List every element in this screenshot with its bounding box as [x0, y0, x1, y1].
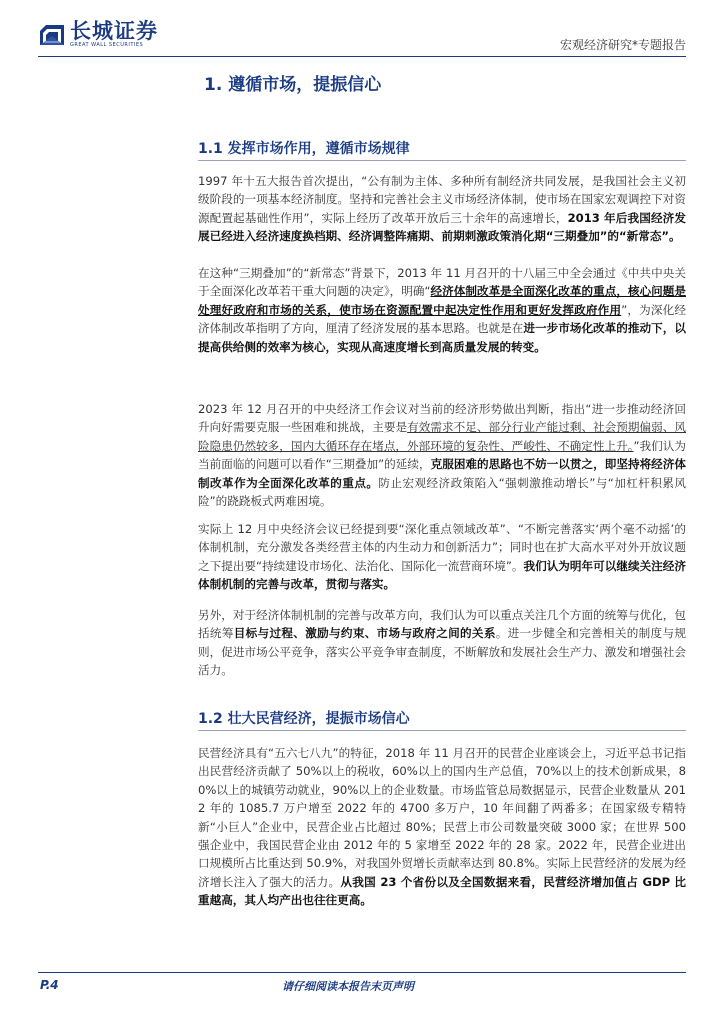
subsection-title-1-2: 1.2 壮大民营经济，提振市场信心 [198, 711, 410, 727]
paragraph-text: 。进一步健全和完善相关的制度与规则，促进市场公平竞争，落实公平竞争审查制度，不断解放和发展社会生产力、激发和增强社会活力。 [198, 626, 686, 678]
logo-wordmark: 长城证券 [70, 18, 158, 43]
paragraph-emphasis: 克服困难的思路也不妨一以贯之，即坚持将经济体制改革作为全面深化改革的重点。 [198, 457, 686, 490]
paragraph-emphasis: 进一步市场化改革的推动下，以提高供给侧的效率为核心，实现从高速度增长到高质量发展的转变。 [198, 321, 686, 354]
paragraph-text: 2023 年 12 月召开的中央经济工作会议对当前的经济形势做出判断，指出“进一步推动经济回升向好需要克服一些困难和挑战，主要是 [198, 402, 686, 435]
page-number: P.4 [40, 978, 59, 992]
paragraph-emphasis: 2013 年后我国经济发展已经进入经济速度换档期、经济调整阵痛期、前期刺激政策消化期“三期叠加”的“新常态”。 [198, 210, 686, 244]
paragraph-6 [198, 744, 686, 910]
paragraph-text: 实际上 12 月中央经济会议已经提到要“深化重点领域改革”、“不断完善落实‘两个毫不动摇’的体制机制，充分激发各类经营主体的内生动力和创新活力”；同时也在扩大高水平对外开放议题之下提出要“持续建设市场化、法治化、国际化一流营商环境”。 [198, 522, 686, 573]
paragraph-text: 防止宏观经济政策陷入“强刺激推动增长”与“加杠杆积累风险”的跷跷板式两难困境。 [198, 475, 686, 509]
paragraph-emphasis: 从我国 23 个省份以及全国数据来看，民营经济增加值占 GDP 比重越高，其人均产出也往往更高。 [198, 874, 686, 908]
paragraph-emphasis: 我们认为明年可以继续关注经济体制机制的完善与改革，贯彻与落实。 [198, 558, 686, 592]
paragraph-2 [198, 264, 686, 356]
paragraph-text: 另外，对于经济体制机制的完善与改革方向，我们认为可以重点关注几个方面的统筹与优化，包括统筹 [198, 608, 686, 641]
footer-divider [38, 972, 686, 973]
subsection-divider [198, 160, 686, 161]
section-title: 1. 遵循市场，提振信心 [204, 75, 382, 95]
brand-logo [38, 20, 158, 49]
page-header [38, 14, 686, 62]
paragraph-text: ”我们认为当前面临的问题可以看作“三期叠加”的延续， [198, 438, 686, 472]
paragraph-1 [198, 172, 686, 246]
paragraph-text: 民营经济具有“五六七八九”的特征，2018 年 11 月召开的民营企业座谈会上，习近平总书记指出民营经济贡献了 50%以上的税收，60%以上的国内生产总值，70%以上的技术创新成果，80%以上的城镇劳动就业，90%以上的企业数量。市场监管总局数据显示，民营企业数量从 2012 年的 1085.7 万户增至 2022 年的 4700 多万户，10 年间翻了两番多；在国家级专精特新“小巨人”企业中，民营企业占比超过 80%；民营上市公司数量突破 3000 家；在世界 500 强企业中，我国民营企业由 2012 年的 5 家增至 2022 年的 28 家。2022 年，民营企业进出口规模所占比重达到 50.9%，对我国外贸增长贡献率达到 80.8%。实际上民营经济的发展为经济增长注入了强大的活力。 [198, 746, 686, 889]
paragraph-5 [198, 606, 686, 680]
logo-subtitle: GREAT WALL SECURITIES [70, 42, 144, 48]
paragraph-emphasis-underlined: 经济体制改革是全面深化改革的重点，核心问题是处理好政府和市场的关系，使市场在资源配置中起决定性作用和更好发挥政府作用 [198, 284, 686, 317]
subsection-title-1-1: 1.1 发挥市场作用，遵循市场规律 [198, 141, 410, 157]
disclaimer-note: 请仔细阅读本报告末页声明 [282, 980, 414, 993]
subsection-divider [198, 730, 686, 731]
paragraph-underlined: 有效需求不足、部分行业产能过剩、社会预期偏弱、风险隐患仍然较多，国内大循环存在堵点，外部环境的复杂性、严峻性、不确定性上升。 [198, 420, 686, 453]
great-wall-logo-icon [38, 23, 66, 47]
paragraph-text: 1997 年十五大报告首次提出，“公有制为主体、多种所有制经济共同发展，是我国社会主义初级阶段的一项基本经济制度。坚持和完善社会主义市场经济体制，使市场在国家宏观调控下对资源配置起基础性作用”，实际上经历了改革开放后三十余年的高速增长， [198, 174, 686, 225]
paragraph-3 [198, 400, 686, 510]
paragraph-text: ”，为深化经济体制改革指明了方向，厘清了经济发展的基本思路。也就是在 [198, 302, 686, 336]
header-divider [38, 56, 686, 57]
paragraph-emphasis: 目标与过程、激励与约束、市场与政府之间的关系 [233, 626, 496, 641]
paragraph-text: 在这种“三期叠加”的“新常态”背景下，2013 年 11 月召开的十八届三中全会通过《中共中央关于全面深化改革若干重大问题的决定》，明确“ [198, 266, 686, 299]
paragraph-4 [198, 520, 686, 594]
report-type: 宏观经济研究*专题报告 [559, 38, 686, 52]
